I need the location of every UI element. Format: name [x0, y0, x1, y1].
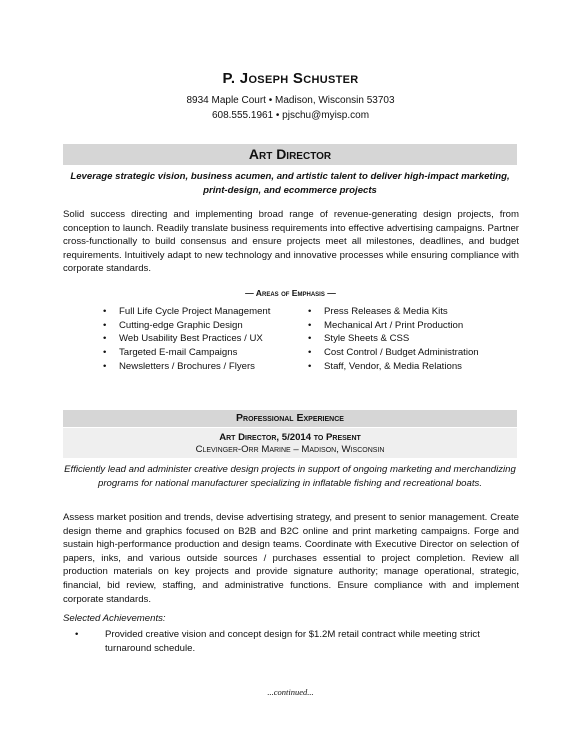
bullet-icon: • [103, 360, 107, 372]
contact-line: 608.555.1961 • pjschu@myisp.com [211, 110, 370, 121]
experience-heading: Professional Experience [63, 410, 517, 427]
bullet-icon: • [308, 347, 312, 359]
role-duties: Assess market position and trends, devise advertising strategy, and present to senior management. Create design theme and graphics focused on B2B and B2C online and print marketing campaigns. Forge and sustain high-performance production and design teams. Coordinate with Executive Director on selection of papers, inks, and various outside sources / purchases essential to project completion. Review all production materials on key projects and provide signature authority; manage operational, strategic, financial, bid review, staffing, and administrative functions. Ensure compliance with and implement corporate standards. [63, 512, 519, 605]
list-item: • Web Usability Best Practices / UX [103, 333, 263, 345]
bullet-icon: • [308, 360, 312, 372]
list-item: • Full Life Cycle Project Management [103, 306, 271, 317]
list-item: • Press Releases & Media Kits [308, 306, 448, 317]
areas-right-column [308, 305, 508, 374]
bullet-icon: • [308, 306, 312, 317]
list-item: • Mechanical Art / Print Production [308, 319, 464, 331]
achievements-label: Selected Achievements: [63, 613, 166, 624]
role-company: Clevinger-Orr Marine – Madison, Wisconsin [195, 444, 385, 455]
list-item: • Staff, Vendor, & Media Relations [308, 360, 462, 372]
job-title-banner: Art Director [63, 144, 517, 165]
list-item: • Cost Control / Budget Administration [308, 347, 479, 359]
bullet-icon: • [103, 319, 107, 331]
list-item: • Newsletters / Brochures / Flyers [103, 360, 255, 372]
bullet-icon: • [103, 347, 107, 359]
candidate-name: P. Joseph Schuster [222, 70, 359, 87]
list-item: • Style Sheets & CSS [308, 333, 410, 345]
role-overview: Efficiently lead and administer creative design projects in support of ongoing marketing and merchandizing programs for national manufacturer specializing in inflatable fishing and recreational boats. [64, 464, 516, 489]
bullet-icon: • [308, 333, 312, 345]
bullet-icon: • [103, 333, 107, 345]
areas-left-column [103, 305, 303, 374]
areas-of-emphasis-heading: — Areas of Emphasis — [245, 288, 336, 298]
list-item: • Cutting-edge Graphic Design [103, 319, 243, 331]
role-title: Art Director, 5/2014 to Present [219, 432, 361, 443]
summary-paragraph: Solid success directing and implementing broad range of revenue-generating design projects, from conception to launch. Readily translate business requirements into effective advertising campaigns. Partner cross-functionally to build consensus and ensure projects meet all milestones, deadlines, and budget requirements. Intuitively adapt to new technology and innovative processes while ensuring compliance with corporate standards. [63, 209, 519, 275]
continued-note: ...continued... [267, 687, 314, 697]
role-header [63, 428, 517, 458]
bullet-icon: • [75, 629, 79, 640]
bullet-icon: • [308, 319, 312, 331]
list-item: • Targeted E-mail Campaigns [103, 347, 238, 359]
achievement-text: Provided creative vision and concept design for $1.2M retail contract while meeting strict turnaround schedule. [105, 629, 480, 654]
bullet-icon: • [103, 306, 107, 317]
address-line: 8934 Maple Court • Madison, Wisconsin 53703 [186, 95, 395, 106]
achievement-item [63, 628, 519, 655]
tagline: Leverage strategic vision, business acumen, and artistic talent to deliver high-impact marketing, print-design, and ecommerce projects [70, 171, 510, 196]
